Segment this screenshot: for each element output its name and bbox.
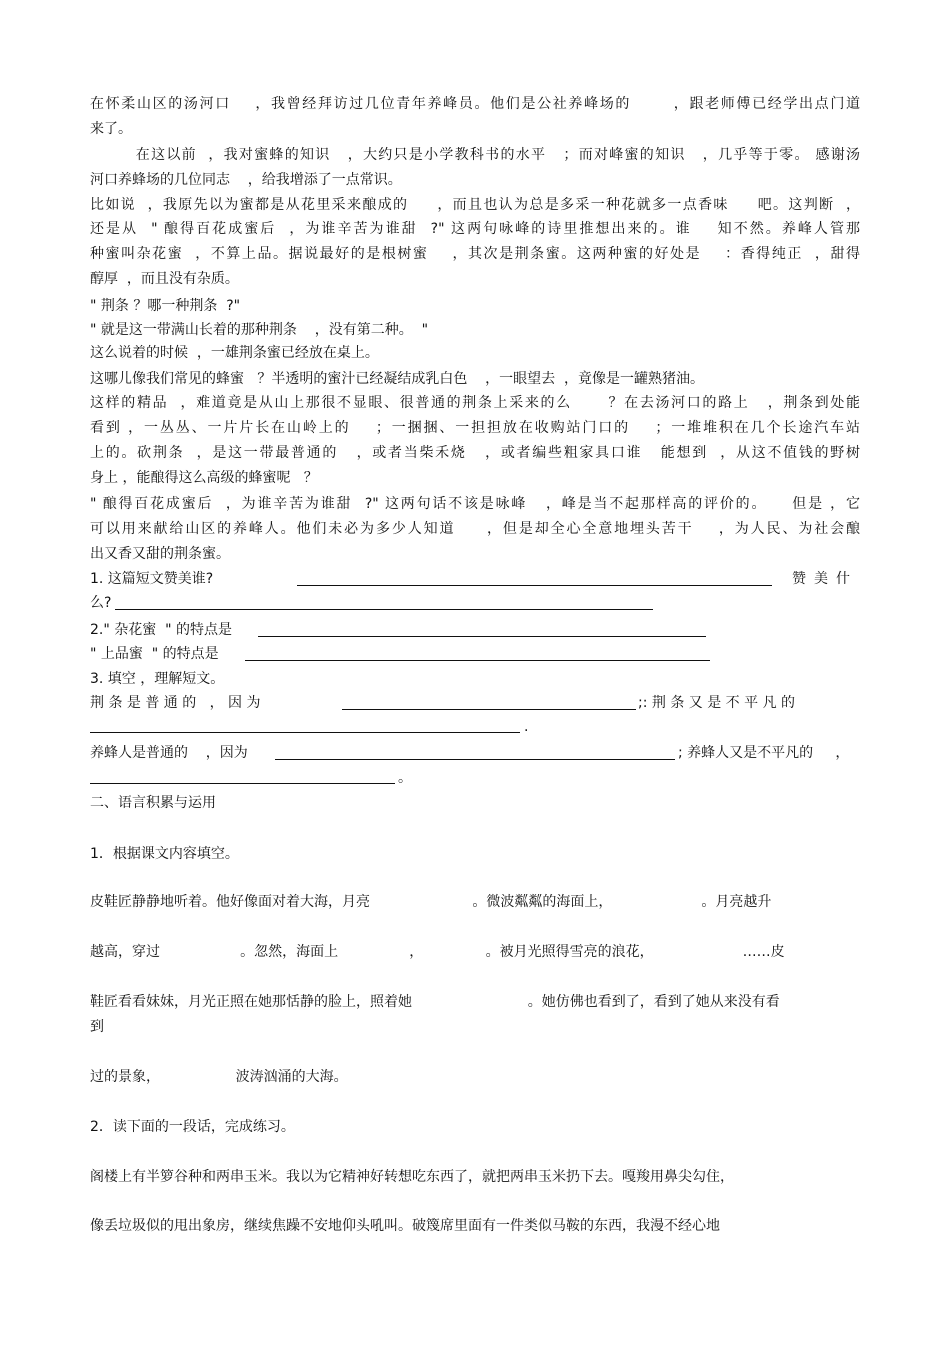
- reading-line: 阁楼上有半箩谷种和两串玉米。我以为它精神好转想吃东西了，就把两串玉米扔下去。嘎羧用鼻尖勾住，: [90, 1169, 734, 1185]
- section-2-item-2: 2．读下面的一段话，完成练习。: [90, 1119, 295, 1135]
- fill-line: 皮鞋匠静静地听着。他好像面对着大海，月亮 。微波粼粼的海面上， 。月亮越升: [90, 894, 772, 910]
- question-1-tail: 赞美什: [792, 571, 858, 587]
- passage-line: " 就是这一带满山长着的那种荆条 ，没有第二种。 ": [90, 322, 429, 338]
- fill-line: 鞋匠看看妹妹，月光正照在她那恬静的脸上，照着她 。她仿佛也看到了，看到了她从来没有看: [90, 994, 780, 1010]
- passage-line: 在这以前 ，我对蜜蜂的知识 ，大约只是小学教科书的水平 ；而对峰蜜的知识 ，几乎等于零。 感谢汤: [90, 147, 860, 163]
- answer-blank-q1-who[interactable]: [297, 571, 772, 586]
- passage-line: 这哪儿像我们常见的蜂蜜 ？半透明的蜜汁已经凝结成乳白色 ，一眼望去 ，竟像是一罐熟猪油。: [90, 371, 705, 387]
- passage-line: 醇厚 ，而且没有杂质。: [90, 271, 239, 287]
- answer-blank-q3b-1[interactable]: [275, 745, 675, 760]
- question-3a-end: .: [524, 719, 529, 735]
- passage-line: 在怀柔山区的汤河口 ，我曾经拜访过几位青年养峰员。他们是公社养峰场的 ，跟老师傅已经学出点门道: [90, 96, 860, 112]
- fill-line: 越高，穿过 。忽然，海面上 ， 。被月光照得雪亮的浪花， ……皮: [90, 944, 785, 960]
- passage-line: 还是从 " 酿得百花成蜜后 ，为谁辛苦为谁甜 ?" 这两句咏峰的诗里推想出来的。谁 知不然。养峰人管那: [90, 221, 860, 237]
- fill-line: 到: [90, 1019, 104, 1035]
- passage-line: 这么说着的时候 ，一雄荆条蜜已经放在桌上。: [90, 345, 379, 361]
- answer-blank-q2a[interactable]: [258, 622, 706, 637]
- question-1-label-2: 么?: [90, 595, 112, 611]
- passage-line: 种蜜叫杂花蜜 ，不算上品。据说最好的是根树蜜 ，其次是荆条蜜。这两种蜜的好处是 ：香得纯正 ，甜得: [90, 246, 860, 262]
- question-2a-label: 2." 杂花蜜 " 的特点是: [90, 622, 233, 638]
- passage-line: 看到 ，一丛丛、一片片长在山岭上的 ；一捆捆、一担担放在收购站门口的 ；一堆堆积在几个长途汽车站: [90, 420, 860, 436]
- question-3-label: 3. 填空 ，理解短文。: [90, 671, 225, 687]
- passage-line: 河口养蜂场的几位同志 ，给我增添了一点常识。: [90, 172, 402, 188]
- passage-line: " 酿得百花成蜜后 ，为谁辛苦为谁甜 ?" 这两句话不该是咏峰 ，峰是当不起那样高的评价的。 但是 ，它: [90, 496, 860, 512]
- question-3b-tail: ; 养蜂人又是不平凡的 ，: [678, 745, 850, 761]
- question-3a-label: 荆 条 是 普 通 的 ， 因 为: [90, 695, 261, 711]
- question-1-label: 1. 这篇短文赞美谁?: [90, 571, 214, 587]
- answer-blank-q3a-2[interactable]: [90, 718, 520, 733]
- passage-line: 来了。: [90, 121, 132, 137]
- question-2b-label: " 上品蜜 " 的特点是: [90, 646, 219, 662]
- passage-line: 这样的精品 ，难道竟是从山上那很不显眼、很普通的荆条上采来的么 ？在去汤河口的路上 ，荆条到处能: [90, 395, 860, 411]
- answer-blank-q3b-2[interactable]: [90, 769, 395, 784]
- reading-line: 像丢垃圾似的甩出象房，继续焦躁不安地仰头吼叫。破篾席里面有一件类似马鞍的东西，我漫不经心地: [90, 1218, 720, 1234]
- passage-line: 身上 ，能酿得这么高级的蜂蜜呢 ？: [90, 470, 318, 486]
- passage-line: 上的。砍荆条 ，是这一带最普通的 ，或者当柴禾烧 ，或者编些粗家具口谁 能想到 ，从这不值钱的野树: [90, 445, 860, 461]
- answer-blank-q2b[interactable]: [245, 646, 710, 661]
- section-2-title: 二、语言积累与运用: [90, 795, 216, 811]
- answer-blank-q1-what[interactable]: [115, 595, 653, 610]
- passage-line: 比如说 ，我原先以为蜜都是从花里采来酿成的 ，而且也认为总是多采一种花就多一点香味 吧。这判断 ，: [90, 197, 860, 213]
- answer-blank-q3a-1[interactable]: [342, 695, 636, 710]
- section-2-item-1: 1．根据课文内容填空。: [90, 846, 239, 862]
- passage-line: " 荆条 ？哪一种荆条 ?": [90, 298, 241, 314]
- question-3b-label: 养蜂人是普通的 ，因为: [90, 745, 248, 761]
- passage-line: 出又香又甜的荆条蜜。: [90, 546, 230, 562]
- question-3a-tail: ;: 荆 条 又 是 不 平 凡 的: [638, 695, 796, 711]
- fill-line: 过的景象， 波涛汹涌的大海。: [90, 1069, 348, 1085]
- question-3b-end: 。: [398, 770, 412, 786]
- passage-line: 可以用来献给山区的养峰人。他们未必为多少人知道 ，但是却全心全意地埋头苦干 ，为人民、为社会酿: [90, 521, 860, 537]
